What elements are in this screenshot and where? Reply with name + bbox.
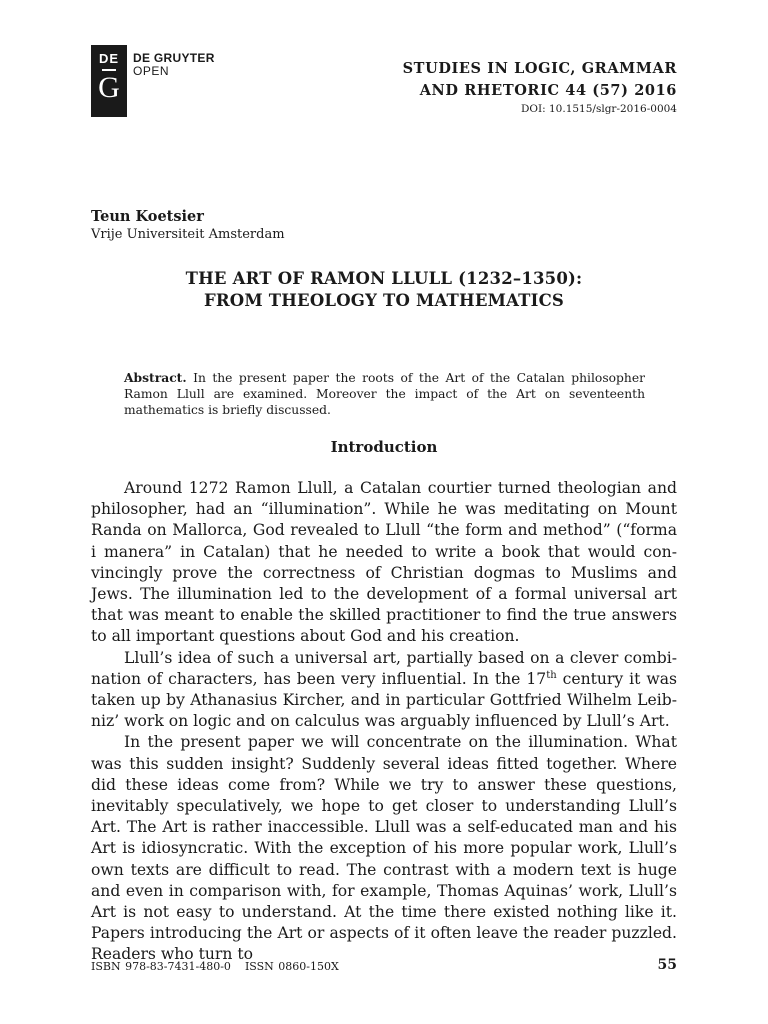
ordinal-superscript: th xyxy=(546,669,557,681)
author-name: Teun Koetsier xyxy=(91,208,204,225)
abstract-text: In the present paper the roots of the Art of the Catalan philosopher Ramon Llull are examined. Moreover the impact of the Art on seventeenth mathematics is briefly discussed. xyxy=(124,371,645,417)
paragraph-2 xyxy=(91,648,677,733)
section-heading: Introduction xyxy=(330,438,438,456)
publisher-subtitle: OPEN xyxy=(133,64,170,78)
paragraph-3: In the present paper we will concentrate on the illumination. What was this sudden insight? Suddenly several ideas fitted together. Where did these ideas come from? While we try to answer these questions, inevitably speculatively, we hope to get closer to understanding Llull’s Art. The Art is rather inaccessible. Llull was a self-educated man and his Art is idiosyncratic. With the exception of his more popular work, Llull’s own texts are difficult to read. The contrast with a modern text is huge and even in comparison with, for example, Thomas Aquinas’ work, Llull’s Art is not easy to understand. At the time there existed nothing like it. Papers introducing the Art or aspects of it often leave the reader puzzled. Readers who turn to xyxy=(91,733,677,964)
paper-title xyxy=(91,268,677,312)
paragraph-2-part-a: Llull’s idea of such a universal art, partially based on a clever combination of characters, has been very influential. In the 17 xyxy=(91,648,677,688)
abstract-label: Abstract. xyxy=(124,370,187,385)
doi-link[interactable]: DOI: 10.1515/slgr-2016-0004 xyxy=(520,103,677,115)
paragraph-2-part-b: century it was taken up by Athanasius Kircher, and in particular Gottfried Wilhelm Leibniz’ work on logic and on calculus was arguably influenced by Llull’s Art. xyxy=(91,669,677,731)
issn: ISSN 0860-150X xyxy=(244,960,339,973)
abstract xyxy=(124,370,645,418)
body-text xyxy=(91,478,677,966)
publisher-logo xyxy=(91,45,127,117)
paper-title-line2: FROM THEOLOGY TO MATHEMATICS xyxy=(203,291,565,310)
paragraph-1: Around 1272 Ramon Llull, a Catalan courtier turned theologian and philosopher, had an “illumination”. While he was meditating on Mount Randa on Mallorca, God revealed to Llull “the form and method” (“forma i manera” in Catalan) that he needed to write a book that would convincingly prove the correctness of Christian dogmas to Muslims and Jews. The illumination led to the development of a formal universal art that was meant to enable the skilled practitioner to find the true answers to all important questions about God and his creation. xyxy=(91,479,677,646)
footer-identifiers xyxy=(91,960,353,973)
author-affiliation: Vrije Universiteit Amsterdam xyxy=(91,227,285,242)
isbn: ISBN 978-83-7431-480-0 xyxy=(91,960,231,973)
logo-de-text: DE xyxy=(98,51,120,66)
logo-g-text: G xyxy=(98,71,120,104)
journal-title-line1: STUDIES IN LOGIC, GRAMMAR xyxy=(402,60,677,77)
page-number: 55 xyxy=(657,957,677,973)
journal-title-line2: AND RHETORIC 44 (57) 2016 xyxy=(419,82,677,99)
paper-title-line1: THE ART OF RAMON LLULL (1232–1350): xyxy=(185,269,583,288)
publisher-name: DE GRUYTER xyxy=(133,51,215,65)
journal-header xyxy=(403,58,677,102)
